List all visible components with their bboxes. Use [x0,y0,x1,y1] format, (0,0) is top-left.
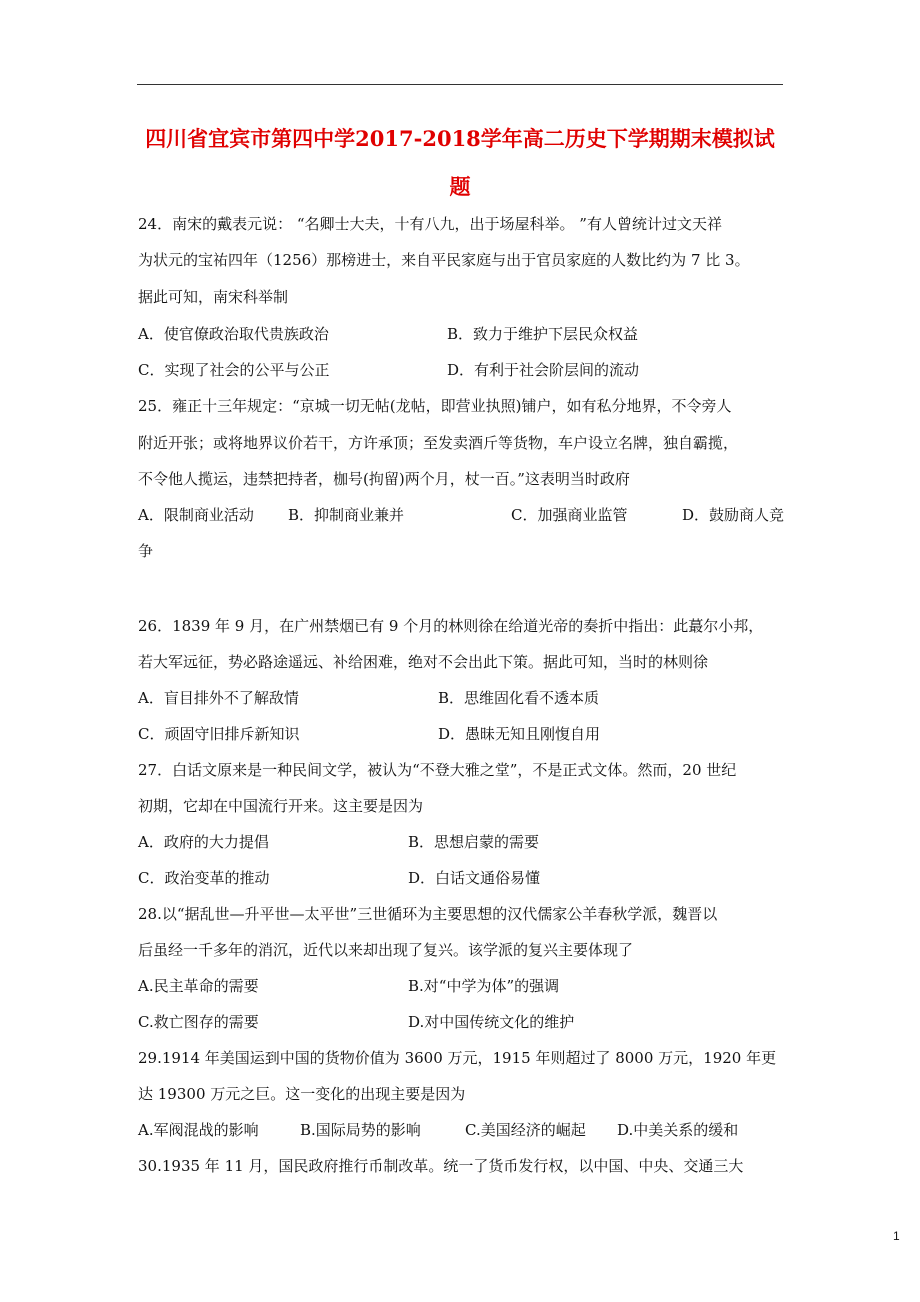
question-24-option-c: C．实现了社会的公平与公正 [138,361,330,379]
question-26-text: 若大军远征，势必路途遥远、补给困难，绝对不会出此下策。据此可知，当时的林则徐 [138,653,709,671]
question-25-option-d: D．鼓励商人竞 [682,506,785,524]
question-25-option-a: A．限制商业活动 [138,506,254,524]
question-29-option-d: D.中美关系的缓和 [617,1121,739,1139]
question-29-text: 29.1914 年美国运到中国的货物价值为 3600 万元，1915 年则超过了 8000 万元，1920 年更 [138,1049,777,1067]
document-title-line2: 题 [449,174,471,199]
question-29-option-c: C.美国经济的崛起 [465,1121,586,1139]
question-24-text: 为状元的宝祐四年（1256）那榜进士，来自平民家庭与出于官员家庭的人数比约为 7 比 3。 [138,251,750,269]
question-25-option-c: C．加强商业监管 [511,506,628,524]
document-title-line1: 四川省宜宾市第四中学2017-2018学年高二历史下学期期末模拟试 [145,126,775,151]
question-26-option-a: A．盲目排外不了解敌情 [138,689,299,707]
question-25-text: 25．雍正十三年规定：“京城一切无帖(龙帖，即营业执照)铺户，如有私分地界，不令旁人 [138,397,732,415]
question-27-option-b: B．思想启蒙的需要 [408,833,540,851]
question-24-text: 24．南宋的戴表元说： “名卿士大夫，十有八九，出于场屋科举。 ”有人曾统计过文天祥 [138,215,722,233]
question-26-option-c: C．顽固守旧排斥新知识 [138,725,300,743]
question-27-text: 27．白话文原来是一种民间文学，被认为“不登大雅之堂”，不是正式文体。然而，20 世纪 [138,761,737,779]
question-28-option-a: A.民主革命的需要 [138,977,259,995]
question-25-text: 附近开张；或将地界议价若干，方许承顶；至发卖酒斤等货物，车户设立名牌，独自霸揽， [138,434,739,452]
question-24-text: 据此可知，南宋科举制 [138,288,289,306]
question-28-option-d: D.对中国传统文化的维护 [408,1013,575,1031]
question-27-option-c: C．政治变革的推动 [138,869,270,887]
question-26-option-b: B．思维固化看不透本质 [438,689,600,707]
question-30-text: 30.1935 年 11 月，国民政府推行币制改革。统一了货币发行权，以中国、中央、交通三大 [138,1157,744,1175]
header-rule [137,84,783,85]
question-27-option-d: D．白话文通俗易懂 [408,869,541,887]
question-29-option-a: A.军阀混战的影响 [138,1121,259,1139]
question-25-option-d-wrap: 争 [138,542,154,560]
question-29-option-b: B.国际局势的影响 [300,1121,421,1139]
question-27-option-a: A．政府的大力提倡 [138,833,269,851]
question-27-text: 初期，它却在中国流行开来。这主要是因为 [138,797,424,815]
question-26-option-d: D．愚昧无知且刚愎自用 [438,725,601,743]
question-24-option-b: B．致力于维护下层民众权益 [447,325,639,343]
question-28-option-c: C.救亡图存的需要 [138,1013,259,1031]
question-24-option-a: A．使官僚政治取代贵族政治 [138,325,329,343]
question-25-text: 不令他人揽运，违禁把持者，枷号(拘留)两个月，杖一百。”这表明当时政府 [138,470,630,488]
question-28-text: 后虽经一千多年的消沉，近代以来却出现了复兴。该学派的复兴主要体现了 [138,941,634,959]
question-28-option-b: B.对“中学为体”的强调 [408,977,560,995]
question-25-option-b: B．抑制商业兼并 [288,506,405,524]
page-number: 1 [893,1229,900,1243]
question-29-text: 达 19300 万元之巨。这一变化的出现主要是因为 [138,1085,466,1103]
question-28-text: 28.以“据乱世—升平世—太平世”三世循环为主要思想的汉代儒家公羊春秋学派，魏晋以 [138,905,718,923]
question-24-option-d: D．有利于社会阶层间的流动 [447,361,640,379]
question-26-text: 26．1839 年 9 月，在广州禁烟已有 9 个月的林则徐在给道光帝的奏折中指出：此蕞尔小邦， [138,617,764,635]
